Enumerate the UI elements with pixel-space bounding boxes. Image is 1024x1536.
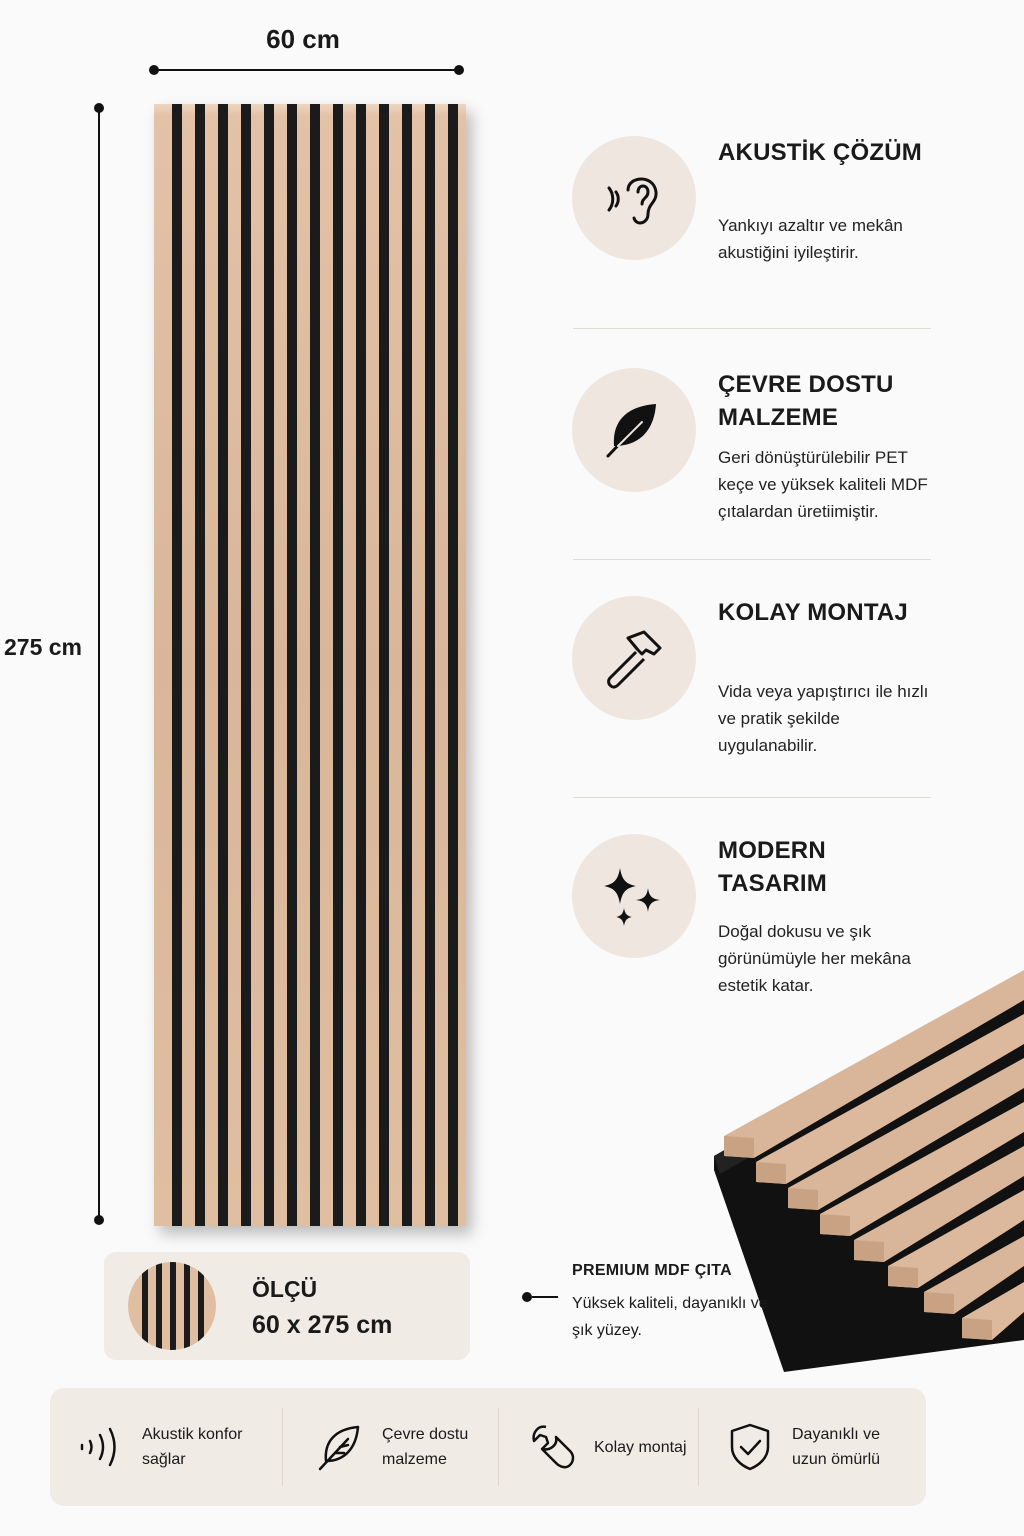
panel-groove (379, 104, 389, 1226)
leaf-outline-icon (314, 1421, 366, 1473)
bottom-item-label: Kolay montaj (594, 1438, 687, 1456)
panel-groove (218, 104, 228, 1226)
feature-description: Yankıyı azaltır ve mekân akustiğini iyileştirir. (718, 216, 903, 262)
width-line-end-dot (454, 65, 464, 75)
feature-acoustic (572, 136, 932, 306)
feature-title: ÇEVRE DOSTU MALZEME (718, 371, 894, 431)
feature-title: AKUSTİK ÇÖZÜM (718, 139, 922, 166)
acoustic-panel-image (154, 104, 466, 1226)
feature-description: Geri dönüştürülebilir PET keçe ve yüksek kaliteli MDF çıtalardan üretiimiştir. (718, 448, 928, 521)
panel-groove (310, 104, 320, 1226)
ear-sound-icon (598, 162, 670, 234)
bottom-item-eco (314, 1388, 502, 1506)
sparkles-icon (598, 860, 670, 932)
size-card (104, 1252, 470, 1360)
feature-installation (572, 596, 932, 766)
feature-divider (573, 797, 931, 798)
panel-groove (333, 104, 343, 1226)
sound-waves-icon (74, 1421, 126, 1473)
bottom-item-durability (724, 1388, 912, 1506)
feature-icon-circle (572, 136, 696, 260)
bottom-bar-divider (698, 1408, 699, 1486)
panel-groove (264, 104, 274, 1226)
height-dimension-line (98, 108, 100, 1220)
shield-check-icon (724, 1421, 776, 1473)
thumbnail-groove (170, 1262, 176, 1350)
bottom-feature-bar (50, 1388, 926, 1506)
panel-groove (425, 104, 435, 1226)
bottom-bar-divider (282, 1408, 283, 1486)
wrench-icon (526, 1421, 578, 1473)
panel-groove (402, 104, 412, 1226)
feature-description: Vida veya yapıştırıcı ile hızlı ve pratik şekilde uygulanabilir. (718, 682, 929, 755)
feature-icon-circle (572, 834, 696, 958)
height-line-end-dot (94, 1215, 104, 1225)
leaf-icon (598, 394, 670, 466)
thumbnail-groove (198, 1262, 204, 1350)
feature-icon-circle (572, 368, 696, 492)
panel-groove (195, 104, 205, 1226)
feature-title: KOLAY MONTAJ (718, 599, 908, 626)
hammer-icon (598, 622, 670, 694)
panel-groove (241, 104, 251, 1226)
thumbnail-groove (184, 1262, 190, 1350)
panel-groove (172, 104, 182, 1226)
bottom-item-installation (526, 1388, 714, 1506)
panel-groove (287, 104, 297, 1226)
thumbnail-groove (156, 1262, 162, 1350)
feature-eco (572, 368, 932, 538)
callout-description: Yüksek kaliteli, dayanıklı ve şık yüzey. (572, 1295, 768, 1339)
panel-groove (448, 104, 458, 1226)
callout-title: PREMIUM MDF ÇITA (572, 1262, 733, 1279)
feature-icon-circle (572, 596, 696, 720)
size-thumbnail (128, 1262, 216, 1350)
width-dimension-label: 60 cm (266, 24, 340, 54)
panel-groove (356, 104, 366, 1226)
callout-line (532, 1296, 558, 1298)
bottom-item-label: Çevre dostu malzeme (382, 1426, 469, 1468)
bottom-bar-divider (498, 1408, 499, 1486)
size-value: 60 x 275 cm (252, 1311, 393, 1339)
bottom-item-label: Akustik konfor sağlar (142, 1426, 243, 1468)
feature-description: Doğal dokusu ve şık görünümüyle her mekâna estetik katar. (718, 922, 911, 995)
width-dimension-line (154, 69, 460, 71)
feature-divider (573, 328, 931, 329)
bottom-item-label: Dayanıklı ve uzun ömürlü (792, 1426, 881, 1468)
feature-divider (573, 559, 931, 560)
bottom-item-acoustic (74, 1388, 262, 1506)
thumbnail-groove (142, 1262, 148, 1350)
height-dimension-label: 275 cm (4, 634, 83, 660)
feature-title: MODERN TASARIM (718, 837, 827, 897)
callout-dot (522, 1292, 532, 1302)
size-title: ÖLÇÜ (252, 1276, 318, 1302)
